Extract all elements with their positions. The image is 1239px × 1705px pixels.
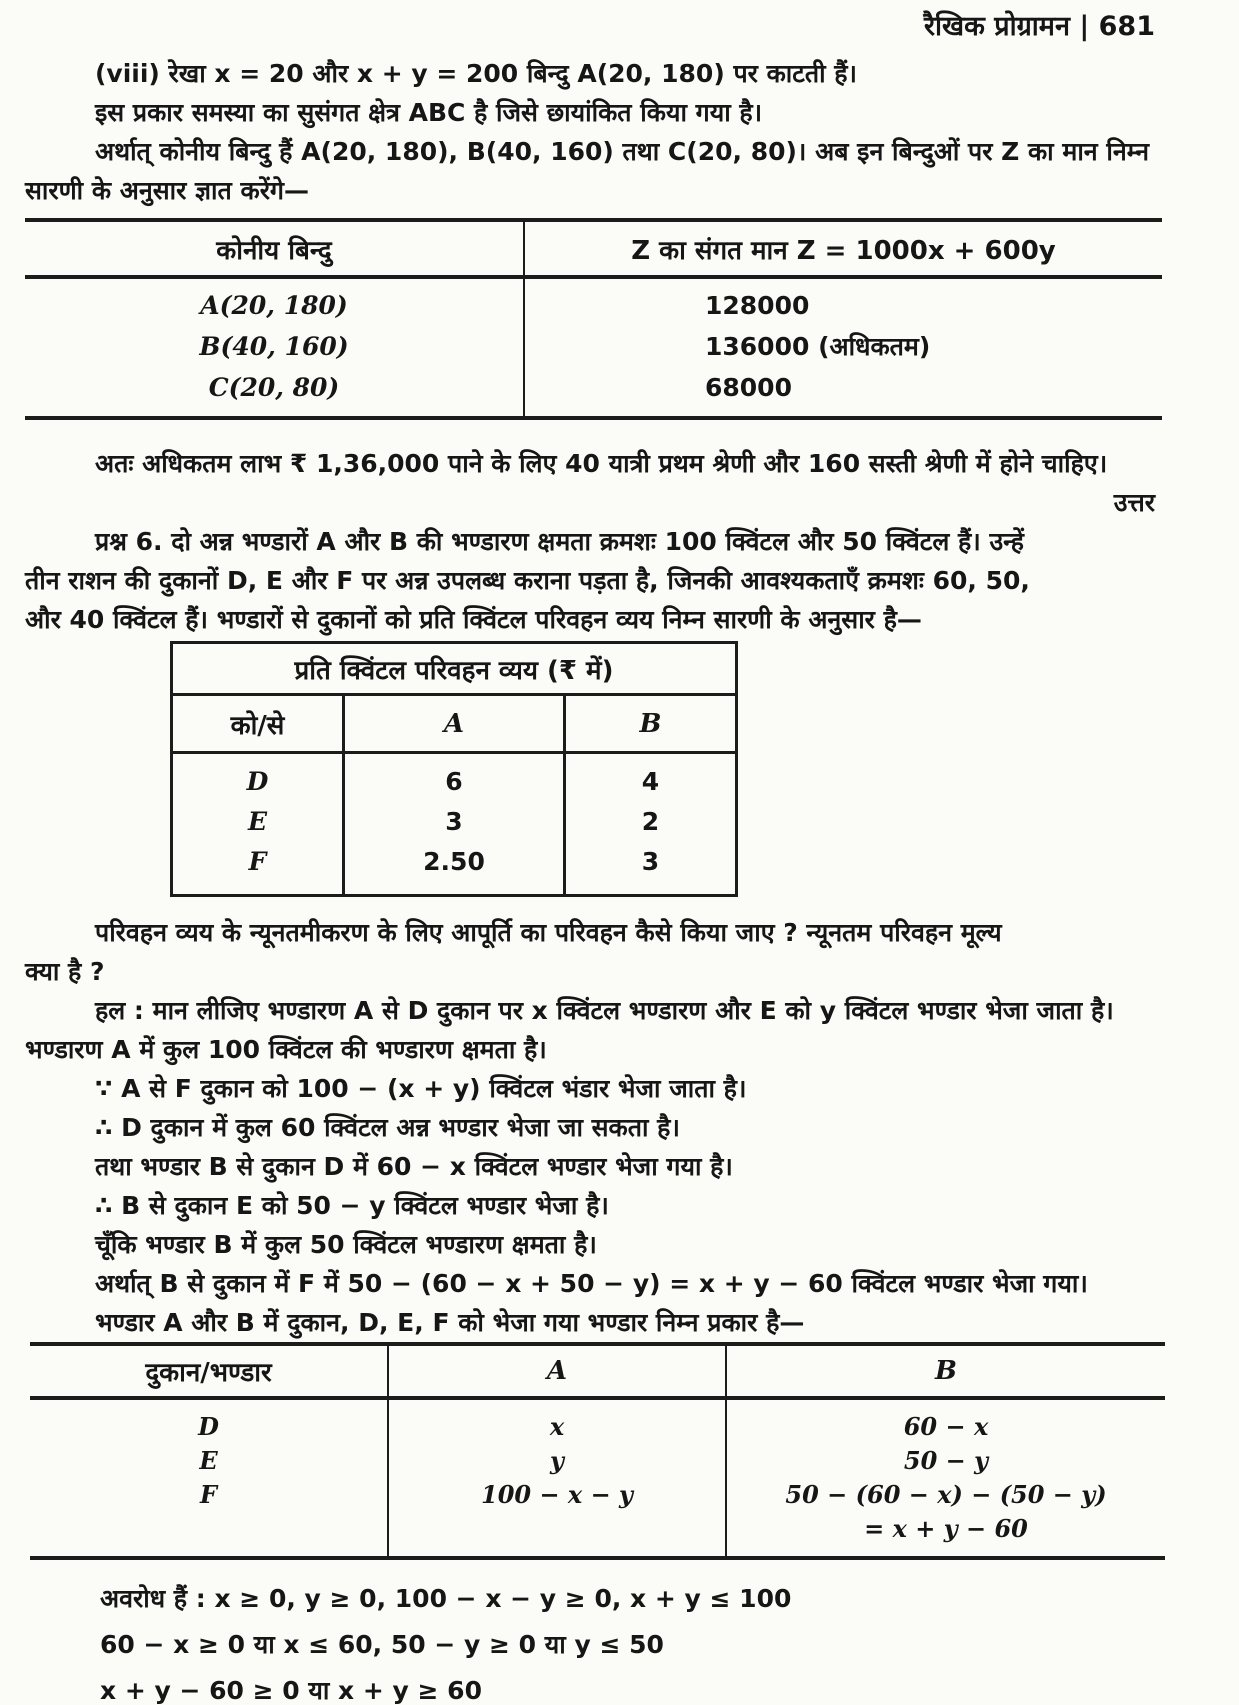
cost-table-b-column	[566, 754, 735, 894]
shipment-b-column	[727, 1400, 1165, 1556]
shipment-a-cell: y	[550, 1446, 564, 1475]
solution-line: भण्डारण A में कुल 100 क्विंटल की भण्डारण क्षमता है।	[25, 1035, 547, 1064]
constraint-line: अवरोध हैं : x ≥ 0, y ≥ 0, 100 − x − y ≥ 0, x + y ≤ 100	[100, 1584, 792, 1613]
corner-table-values-column	[525, 279, 1162, 416]
question6-tail-paragraph	[25, 913, 1155, 991]
cost-table-header-b-label: B	[639, 708, 662, 739]
shipment-table-header-b-label: B	[935, 1356, 957, 1386]
corner-point-cell: A(20, 180)	[200, 291, 348, 320]
cost-value-cell: 3	[641, 847, 660, 876]
intro-line: इस प्रकार समस्या का सुसंगत क्षेत्र ABC है जिसे छायांकित किया गया है।	[95, 98, 763, 127]
page-header	[25, 6, 1155, 48]
shipment-shop-column	[30, 1400, 389, 1556]
shipment-table-header-a	[389, 1346, 727, 1400]
shipment-table-header-shop	[30, 1346, 389, 1400]
shipment-table-header-b	[727, 1346, 1165, 1400]
shipment-b-cell: 60 − x	[903, 1412, 989, 1441]
z-value-cell: 136000 (अधिकतम)	[705, 332, 931, 361]
shop-label-cell: F	[248, 847, 267, 876]
shipment-shop-cell: F	[199, 1480, 218, 1509]
intro-paragraph	[25, 54, 1155, 210]
constraint-line: 60 − x ≥ 0 या x ≤ 60, 50 − y ≥ 0 या y ≤ 50	[100, 1630, 664, 1659]
shipment-a-cell: x	[549, 1412, 565, 1441]
cost-value-cell: 3	[445, 807, 463, 836]
solution-line: हल : मान लीजिए भण्डारण A से D दुकान पर x क्विंटल भण्डारण और E को y क्विंटल भण्डार भेजा जाता है।	[95, 996, 1114, 1025]
shipment-shop-cell: E	[199, 1446, 218, 1475]
shipment-table	[30, 1342, 1165, 1560]
corner-point-cell: C(20, 80)	[208, 373, 340, 402]
cost-table-a-column	[345, 754, 566, 894]
shipment-table-body	[30, 1400, 1165, 1556]
cost-table-header-a-label: A	[443, 708, 465, 739]
page-number: 681	[1098, 11, 1155, 42]
corner-table-header-points	[25, 222, 525, 279]
solution-line: ∴ B से दुकान E को 50 − y क्विंटल भण्डार भेजा है।	[95, 1191, 609, 1220]
corner-points-table	[25, 218, 1162, 420]
shipment-b-cell: = x + y − 60	[864, 1514, 1028, 1543]
question6-line: तीन राशन की दुकानों D, E और F पर अन्न उपलब्ध कराना पड़ता है, जिनकी आवश्यकताएँ क्रमशः 60, 50,	[25, 566, 1030, 595]
corner-table-header-z-label: Z का संगत मान Z = 1000x + 600y	[631, 235, 1056, 266]
shop-label-cell: E	[247, 807, 268, 836]
intro-line: सारणी के अनुसार ज्ञात करेंगे—	[25, 176, 309, 205]
cost-value-cell: 6	[445, 767, 463, 796]
cost-value-cell: 4	[641, 767, 660, 796]
cost-table-header-b	[566, 696, 735, 754]
cost-table-header-row	[173, 696, 735, 754]
solution-line: भण्डार A और B में दुकान, D, E, F को भेजा गया भण्डार निम्न प्रकार है—	[95, 1308, 805, 1337]
solution-line: अर्थात् B से दुकान में F में 50 − (60 − x + 50 − y) = x + y − 60 क्विंटल भण्डार भेजा गया।	[95, 1269, 1088, 1298]
shop-label-cell: D	[246, 767, 269, 796]
cost-table-header-tofrom-label: को/से	[230, 710, 285, 741]
corner-table-header-z	[525, 222, 1162, 279]
cost-table-header-a	[345, 696, 566, 754]
constraints-paragraph	[25, 1576, 1155, 1705]
constraint-line: x + y − 60 ≥ 0 या x + y ≥ 60	[100, 1676, 482, 1705]
cost-value-cell: 2.50	[423, 847, 485, 876]
shipment-a-column	[389, 1400, 727, 1556]
question6-line: प्रश्न 6. दो अन्न भण्डारों A और B की भण्डारण क्षमता क्रमशः 100 क्विंटल और 50 क्विंटल हैं। उन्हें	[95, 527, 1024, 556]
cost-table-title: प्रति क्विंटल परिवहन व्यय (₹ में)	[173, 644, 735, 696]
cost-table-body	[173, 754, 735, 894]
shipment-shop-cell: D	[198, 1412, 219, 1441]
shipment-table-header-shop-label: दुकान/भण्डार	[145, 1358, 272, 1388]
intro-line: (viii) रेखा x = 20 और x + y = 200 बिन्दु A(20, 180) पर काटती हैं।	[95, 59, 858, 88]
solution-line: ∵ A से F दुकान को 100 − (x + y) क्विंटल भंडार भेजा जाता है।	[95, 1074, 747, 1103]
solution-line: तथा भण्डार B से दुकान D में 60 − x क्विंटल भण्डार भेजा गया है।	[95, 1152, 733, 1181]
cost-value-cell: 2	[641, 807, 660, 836]
shipment-table-header-row	[30, 1346, 1165, 1400]
corner-table-header-points-label: कोनीय बिन्दु	[216, 235, 332, 266]
intro-line: अर्थात् कोनीय बिन्दु हैं A(20, 180), B(40, 160) तथा C(20, 80)। अब इन बिन्दुओं पर Z का मान निम्न	[95, 137, 1150, 166]
transport-cost-table	[170, 641, 738, 897]
z-value-cell: 128000	[705, 291, 810, 320]
cost-table-header-tofrom	[173, 696, 345, 754]
question6-tail-line: क्या है ?	[25, 957, 105, 986]
question6-line: और 40 क्विंटल हैं। भण्डारों से दुकानों को प्रति क्विंटल परिवहन व्यय निम्न सारणी के अनुसार है—	[25, 605, 922, 634]
result-line: अतः अधिकतम लाभ ₹ 1,36,000 पाने के लिए 40 यात्री प्रथम श्रेणी और 160 सस्ती श्रेणी में होने चाहिए।	[95, 449, 1108, 478]
shipment-table-header-a-label: A	[546, 1356, 568, 1386]
question6-paragraph	[25, 522, 1155, 639]
solution-line: ∴ D दुकान में कुल 60 क्विंटल अन्न भण्डार भेजा जा सकता है।	[95, 1113, 680, 1142]
corner-point-cell: B(40, 160)	[199, 332, 349, 361]
header-separator: |	[1079, 11, 1090, 42]
cost-table-shop-column	[173, 754, 345, 894]
shipment-b-cell: 50 − y	[903, 1446, 989, 1475]
question6-tail-line: परिवहन व्यय के न्यूनतमीकरण के लिए आपूर्ति का परिवहन कैसे किया जाए ? न्यूनतम परिवहन मूल्य	[95, 918, 1002, 947]
answer-label: उत्तर	[1113, 488, 1155, 517]
chapter-title: रैखिक प्रोग्रामन	[923, 11, 1070, 42]
corner-table-points-column	[25, 279, 525, 416]
solution-line: चूँकि भण्डार B में कुल 50 क्विंटल भण्डारण क्षमता है।	[95, 1230, 597, 1259]
solution-paragraph	[25, 991, 1155, 1342]
shipment-b-cell: 50 − (60 − x) − (50 − y)	[785, 1480, 1107, 1509]
shipment-a-cell: 100 − x − y	[481, 1480, 633, 1509]
z-value-cell: 68000	[705, 373, 792, 402]
